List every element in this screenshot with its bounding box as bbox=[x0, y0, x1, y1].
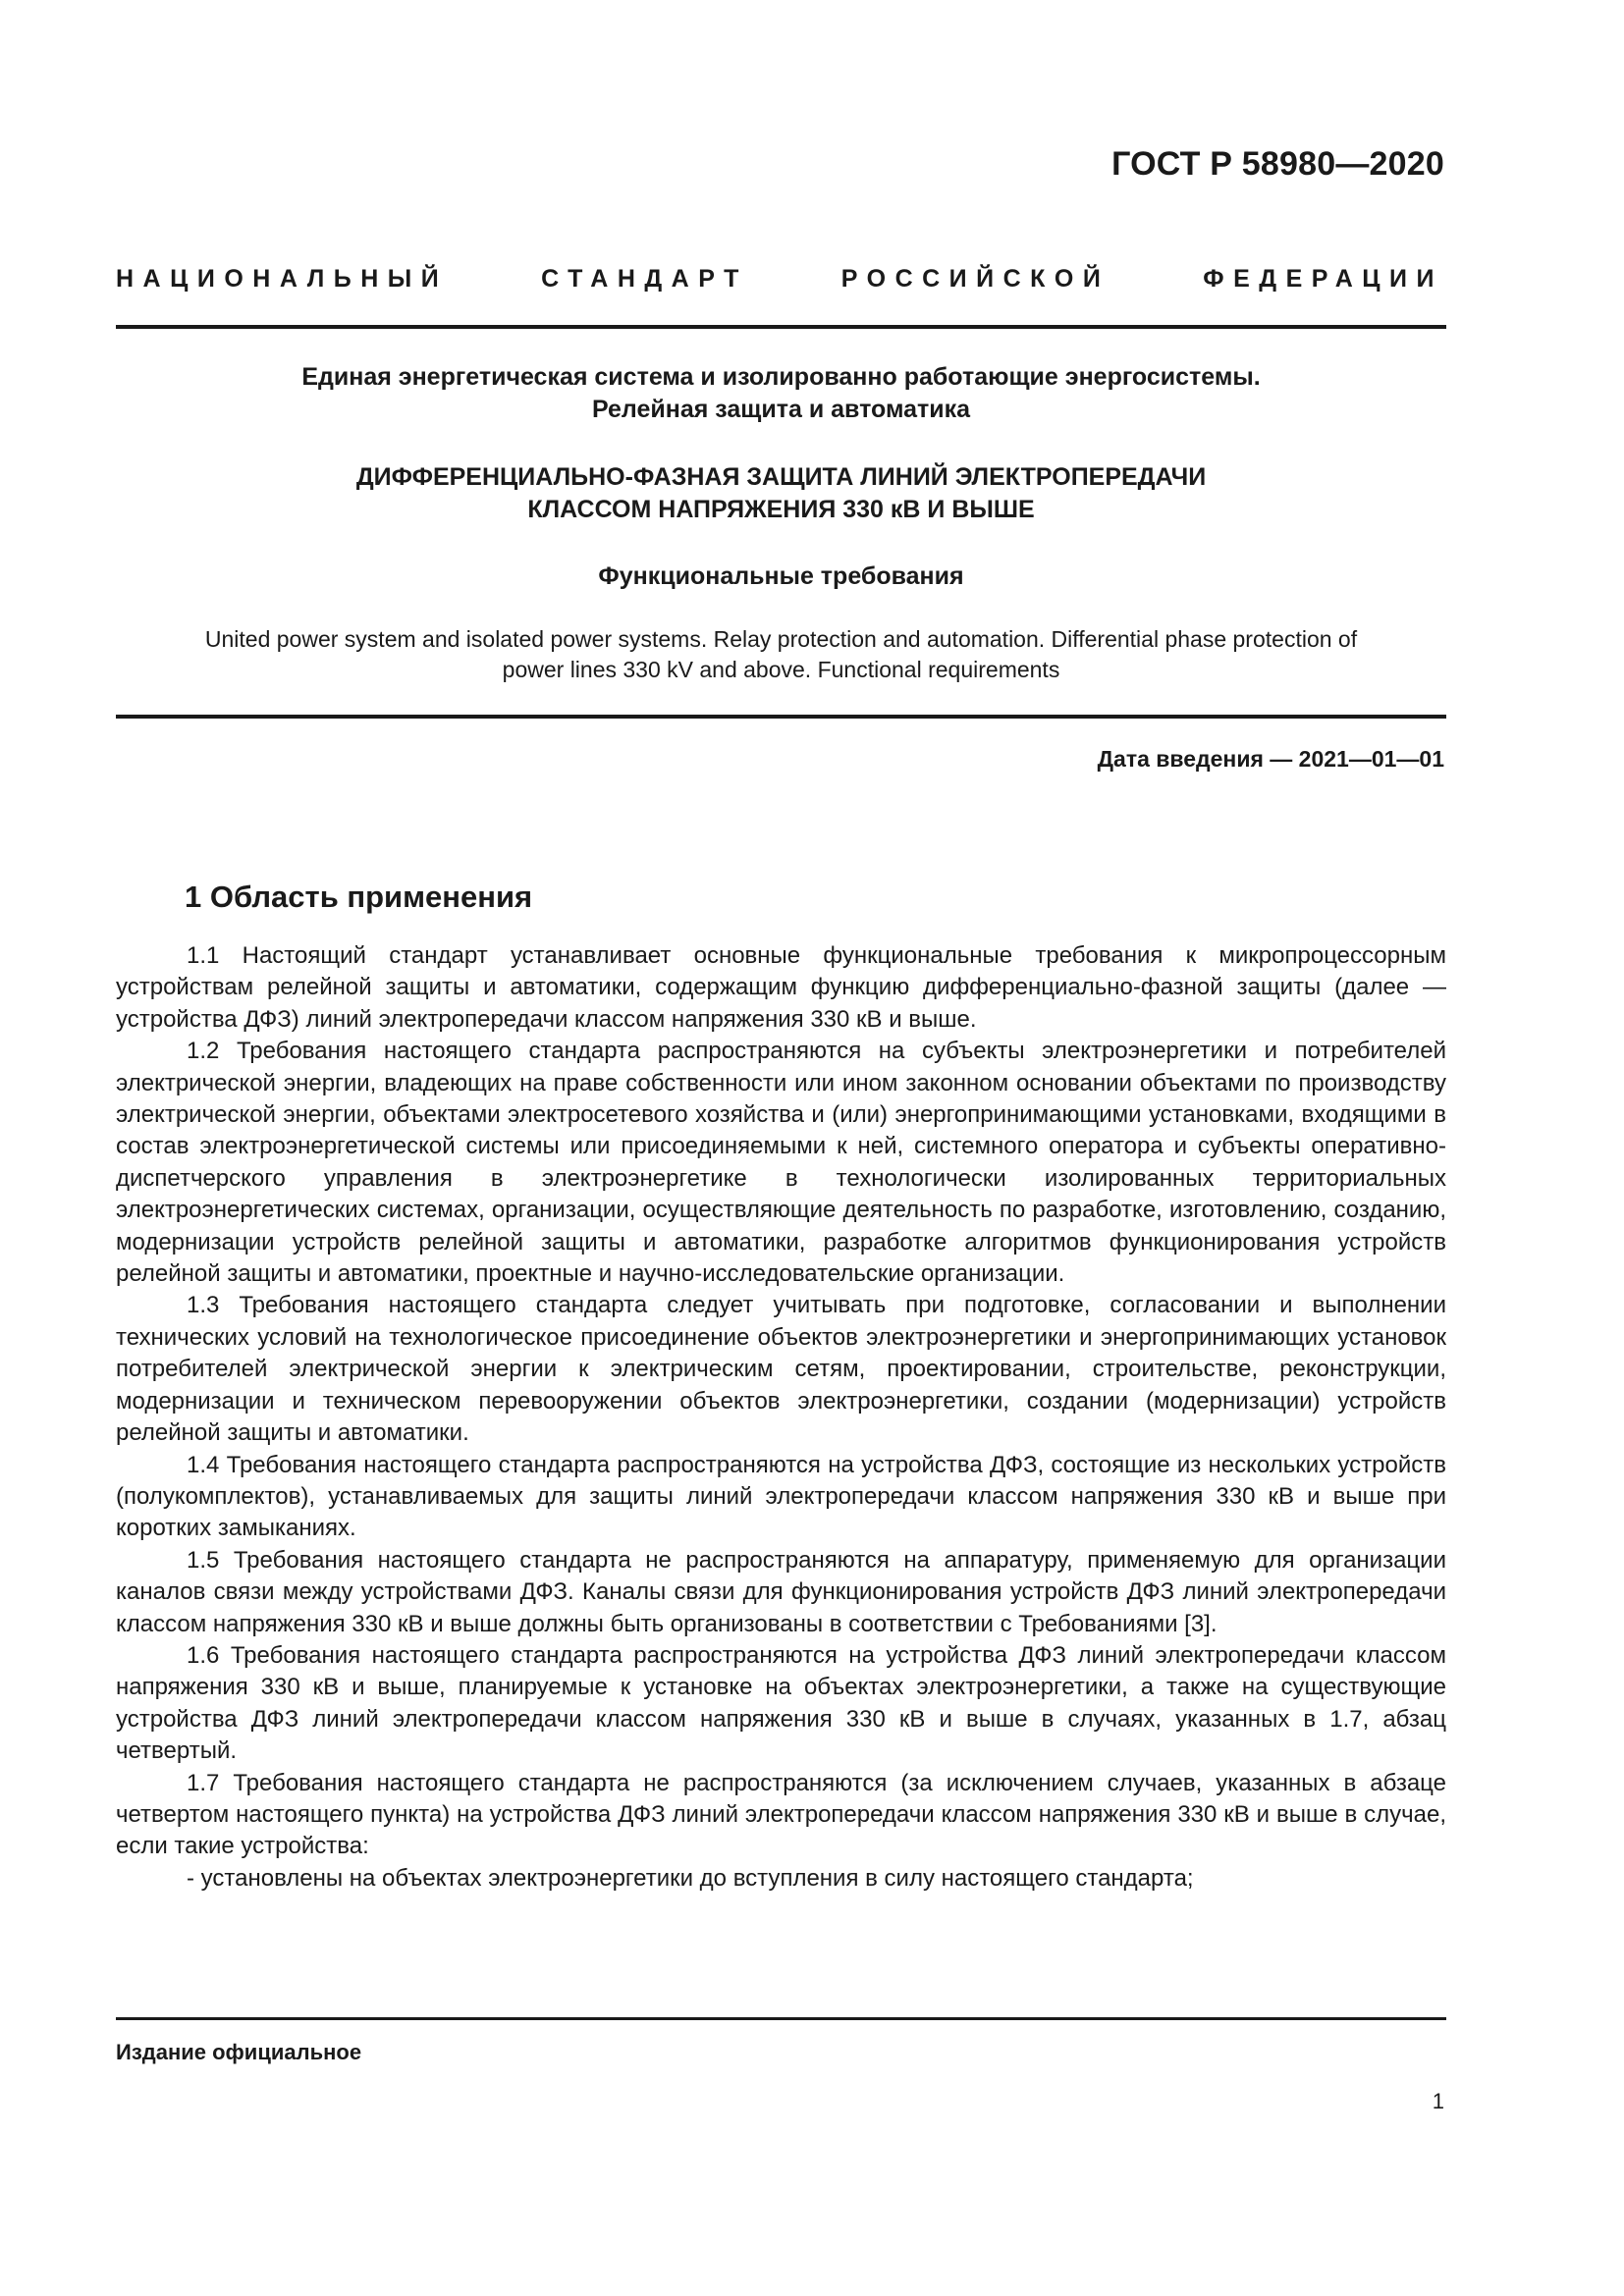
paragraph-1-2: 1.2 Требования настоящего стандарта распространяются на субъекты электроэнергетики и потребителей электрической энергии, владеющих на праве собственности или ином законном основании объектами по производству электрической энергии, объектами электросетевого хозяйства и (или) энергопринимающими установками, входящими в состав электроэнергетической системы или присоединяемыми к ней, системного оператора и субъекты оперативно-диспетчерского управления в электроэнергетике в технологически изолированных территориальных электроэнергетических системах, организации, осуществляющие деятельность по разработке, изготовлению, созданию, модернизации устройств релейной защиты и автоматики, разработке алгоритмов функционирования устройств релейной защиты и автоматики, проектные и научно-исследовательские организации. bbox=[116, 1038, 1446, 1288]
middle-divider bbox=[116, 715, 1446, 719]
bottom-divider bbox=[116, 2017, 1446, 2020]
list-item: - установлены на объектах электроэнергетики до вступления в силу настоящего стандарта; bbox=[187, 1864, 1194, 1892]
title-main bbox=[116, 461, 1446, 526]
official-edition-label: Издание официальное bbox=[116, 2040, 362, 2064]
title-english-line-2: power lines 330 kV and above. Functional requirements bbox=[502, 657, 1060, 682]
title-english-line-1: United power system and isolated power systems. Relay protection and automation. Differential phase protection of bbox=[204, 626, 1358, 652]
paragraph-1-4: 1.4 Требования настоящего стандарта распространяются на устройства ДФЗ, состоящие из нескольких устройств (полукомплектов), устанавливаемых для защиты линий электропередачи классом напряжения 330 кВ и выше при коротких замыканиях. bbox=[116, 1451, 1446, 1542]
section-heading: 1 Область применения bbox=[185, 880, 533, 914]
top-divider bbox=[116, 325, 1446, 329]
paragraph-1-7: 1.7 Требования настоящего стандарта не распространяются (за исключением случаев, указанных в абзаце четвертом настоящего пункта) на устройства ДФЗ линий электропередачи классом напряжения 330 кВ и выше в случае, если такие устройства: bbox=[116, 1769, 1446, 1860]
standard-designation: ГОСТ Р 58980—2020 bbox=[1111, 145, 1444, 183]
paragraph-1-3: 1.3 Требования настоящего стандарта следует учитывать при подготовке, согласовании и выполнении технических условий на технологическое присоединение объектов электроэнергетики и энергопринимающих установок потребителей электрической энергии к электрическим сетям, проектировании, строительстве, реконструкции, модернизации и техническом перевооружении объектов электроэнергетики, создании (модернизации) устройств релейной защиты и автоматики. bbox=[116, 1292, 1446, 1447]
title-russian-line-1: Единая энергетическая система и изолированно работающие энергосистемы. bbox=[301, 363, 1261, 391]
paragraph-1-1: 1.1 Настоящий стандарт устанавливает основные функциональные требования к микропроцессорным устройствам релейной защиты и автоматики, содержащим функцию дифференциально-фазной защиты (далее — устройства ДФЗ) линий электропередачи классом напряжения 330 кВ и выше. bbox=[116, 942, 1446, 1033]
introduction-date: Дата введения — 2021—01—01 bbox=[1097, 746, 1444, 772]
paragraph-1-6: 1.6 Требования настоящего стандарта распространяются на устройства ДФЗ линий электропередачи классом напряжения 330 кВ и выше, планируемые к установке на объектах электроэнергетики, а также на существующие устройства ДФЗ линий электропередачи классом напряжения 330 кВ и выше в случаях, указанных в 1.7, абзац четвертый. bbox=[116, 1641, 1446, 1765]
title-subtitle: Функциональные требования bbox=[598, 562, 964, 590]
paragraph-1-5: 1.5 Требования настоящего стандарта не распространяются на аппаратуру, применяемую для организации каналов связи между устройствами ДФЗ. Каналы связи для функционирования устройств ДФЗ линий электропередачи классом напряжения 330 кВ и выше должны быть организованы в соответствии с Требованиями [3]. bbox=[116, 1546, 1446, 1637]
page-number: 1 bbox=[1432, 2089, 1444, 2113]
section-body bbox=[116, 940, 1446, 1895]
title-main-line-1: ДИФФЕРЕНЦИАЛЬНО-ФАЗНАЯ ЗАЩИТА ЛИНИЙ ЭЛЕКТРОПЕРЕДАЧИ bbox=[355, 463, 1207, 491]
title-main-line-2: КЛАССОМ НАПРЯЖЕНИЯ 330 кВ И ВЫШЕ bbox=[527, 496, 1035, 523]
title-russian-line-2: Релейная защита и автоматика bbox=[591, 396, 971, 423]
national-standard-title: НАЦИОНАЛЬНЫЙ СТАНДАРТ РОССИЙСКОЙ ФЕДЕРАЦИИ bbox=[116, 265, 1443, 293]
title-english bbox=[116, 624, 1446, 685]
title-russian bbox=[116, 361, 1446, 426]
